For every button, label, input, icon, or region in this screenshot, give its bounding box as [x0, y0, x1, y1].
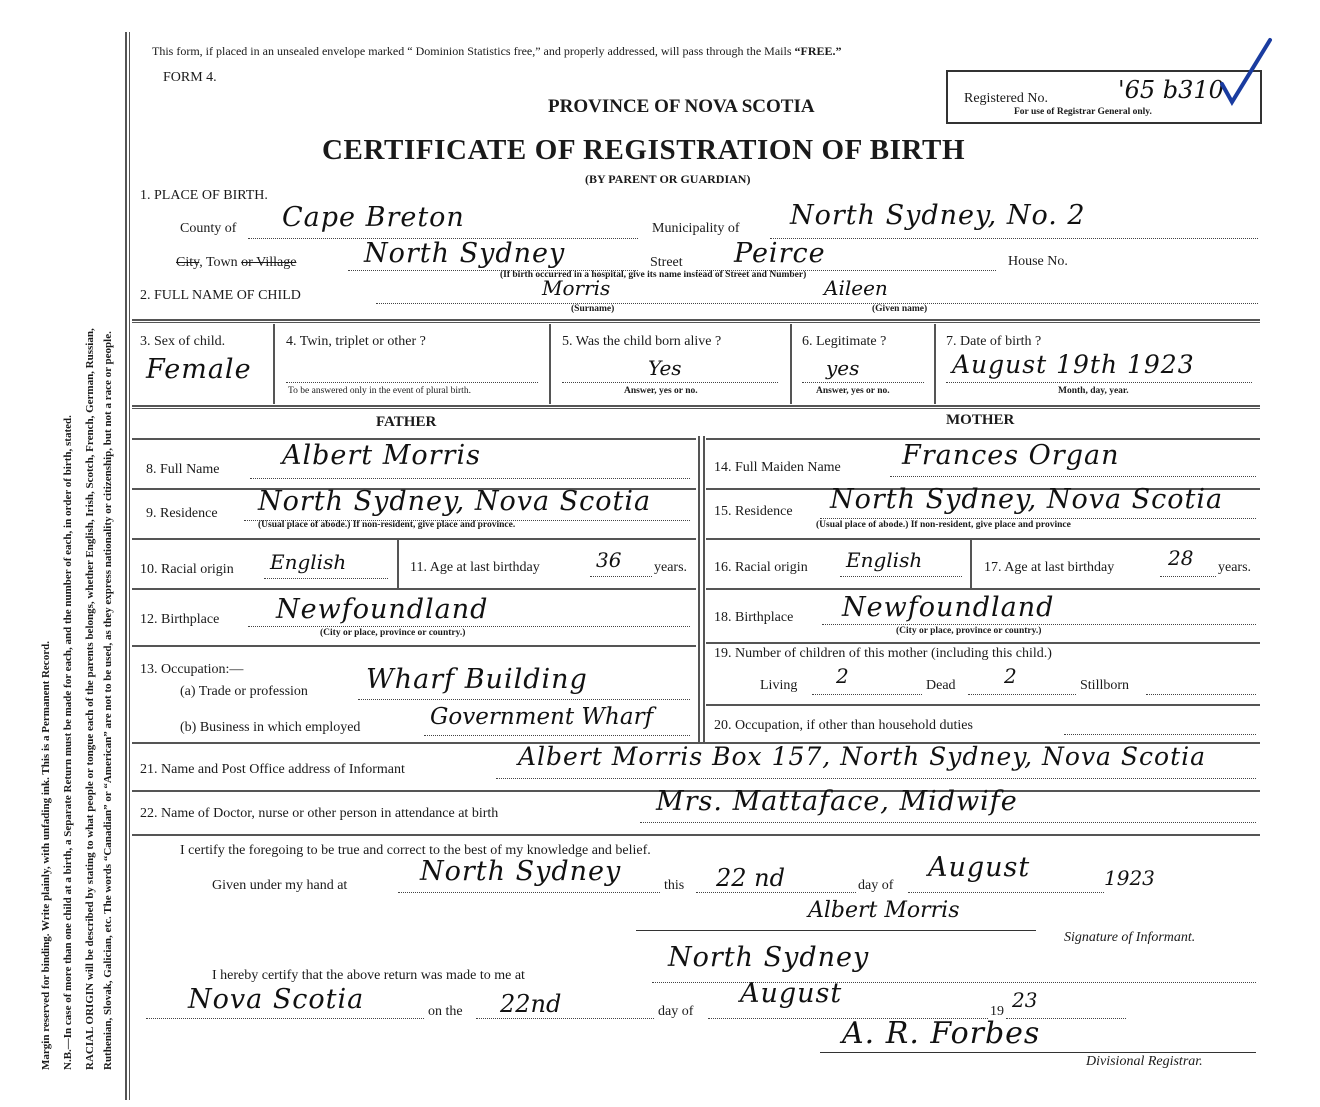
registered-label: Registered No.: [964, 91, 1048, 106]
this-label: this: [664, 878, 685, 893]
child-name-label: 2. FULL NAME OF CHILD: [140, 288, 301, 303]
stillborn-label: Stillborn: [1080, 678, 1130, 693]
sex-value: Female: [146, 354, 252, 385]
reg-year-prefix: 19: [990, 1004, 1004, 1019]
mother-race: English: [846, 548, 923, 572]
father-name-label: 8. Full Name: [146, 462, 220, 477]
informant-label: 21. Name and Post Office address of Informant: [140, 762, 405, 777]
legit-note: Answer, yes or no.: [816, 386, 890, 396]
registrar-signature: A. R. Forbes: [842, 1016, 1041, 1051]
margin-rule: [125, 32, 127, 1100]
given-note: (Given name): [872, 304, 928, 314]
certify-text: I certify the foregoing to be true and correct to the best of my knowledge and belief.: [180, 843, 651, 858]
given-month: August: [928, 852, 1031, 883]
legit-value: yes: [826, 356, 860, 380]
reg-dayof-label: day of: [658, 1004, 694, 1019]
registered-box: [946, 70, 1262, 124]
father-bp-note: (City or place, province or country.): [320, 628, 466, 638]
place-heading: 1. PLACE OF BIRTH.: [140, 188, 268, 203]
dob-label: 7. Date of birth ?: [946, 334, 1042, 349]
municipality-value: North Sydney, No. 2: [790, 200, 1086, 231]
reg-year-suffix: 23: [1012, 988, 1038, 1012]
surname-note: (Surname): [571, 304, 615, 314]
business-value: Government Wharf: [430, 704, 654, 730]
street-value: Peirce: [734, 238, 826, 269]
margin-note-2: N.B.—In case of more than one child at a birth, a Separate Return must be made for each, and the number of each, in order of birth, stated.: [62, 415, 74, 1070]
dob-note: Month, day, year.: [1058, 386, 1129, 396]
mother-occ-label: 20. Occupation, if other than household duties: [714, 718, 973, 733]
given-day: 22 nd: [716, 864, 785, 892]
form-number: FORM 4.: [163, 70, 217, 85]
mother-bp-note: (City or place, province or country.): [896, 626, 1042, 636]
mother-age-label: 17. Age at last birthday: [984, 560, 1115, 575]
margin-note-3: RACIAL ORIGIN will be described by stating to what people or tongue each of the parents belongs, whether English, Irish, Scotch, French, German, Russian,: [84, 328, 96, 1070]
father-age-label: 11. Age at last birthday: [410, 560, 540, 575]
mother-race-label: 16. Racial origin: [714, 560, 808, 575]
doctor-label: 22. Name of Doctor, nurse or other person in attendance at birth: [140, 806, 499, 821]
father-occ-label: 13. Occupation:—: [140, 662, 244, 677]
doctor-value: Mrs. Mattaface, Midwife: [656, 786, 1018, 817]
trade-label: (a) Trade or profession: [180, 684, 308, 699]
twin-note: To be answered only in the event of plural birth.: [288, 386, 471, 396]
given-place: North Sydney: [420, 856, 622, 887]
mother-age-unit: years.: [1218, 560, 1252, 575]
margin-note-4: Ruthenian, Slovak, Galician, etc. The words “Canadian” or “American” are not to be used, as they express nationality or citizenship, but not a race or people.: [102, 331, 114, 1070]
province-heading: PROVINCE OF NOVA SCOTIA: [548, 96, 815, 117]
informant-value: Albert Morris Box 157, North Sydney, Nova Scotia: [518, 742, 1207, 771]
registered-number: '65 b310: [1118, 76, 1224, 104]
registrar-sig-label: Divisional Registrar.: [1086, 1054, 1203, 1069]
dead-label: Dead: [926, 678, 956, 693]
living-label: Living: [760, 678, 798, 693]
father-heading: FATHER: [376, 414, 437, 430]
father-race-label: 10. Racial origin: [140, 562, 234, 577]
father-age-unit: years.: [654, 560, 688, 575]
registrar-place-2: Nova Scotia: [188, 984, 365, 1015]
dob-value: August 19th 1923: [952, 350, 1195, 379]
business-label: (b) Business in which employed: [180, 720, 361, 735]
dead-value: 2: [1004, 664, 1017, 688]
informant-signature: Albert Morris: [808, 898, 960, 923]
father-res-note: (Usual place of abode.) If non-resident, give place and province.: [258, 520, 516, 530]
legit-label: 6. Legitimate ?: [802, 334, 887, 349]
mother-children-label: 19. Number of children of this mother (including this child.): [714, 646, 1052, 661]
registrar-day: 22nd: [500, 990, 562, 1018]
mother-res-note: (Usual place of abode.) If non-resident, give place and province: [816, 520, 1071, 530]
page-title: CERTIFICATE OF REGISTRATION OF BIRTH: [322, 134, 966, 166]
registrar-place: North Sydney: [668, 942, 870, 973]
mother-birthplace: Newfoundland: [842, 592, 1055, 623]
alive-label: 5. Was the child born alive ?: [562, 334, 722, 349]
on-the-label: on the: [428, 1004, 463, 1019]
registrar-text: I hereby certify that the above return was made to me at: [212, 968, 525, 983]
father-name: Albert Morris: [282, 440, 481, 471]
child-given: Aileen: [824, 276, 888, 300]
father-birthplace: Newfoundland: [276, 594, 489, 625]
county-label: County of: [180, 221, 237, 236]
registered-note: For use of Registrar General only.: [1014, 107, 1152, 117]
hospital-note: (If birth occurred in a hospital, give its name instead of Street and Number): [500, 270, 807, 280]
mail-note: This form, if placed in an unsealed envelope marked “ Dominion Statistics free,” and properly addressed, will pass through the Mails “FREE.”: [152, 44, 842, 58]
municipality-label: Municipality of: [652, 221, 740, 236]
father-race: English: [270, 550, 347, 574]
alive-note: Answer, yes or no.: [624, 386, 698, 396]
mother-res-label: 15. Residence: [714, 504, 793, 519]
mother-age: 28: [1168, 546, 1194, 570]
mother-name: Frances Organ: [902, 440, 1120, 471]
street-label: Street: [650, 255, 683, 270]
margin-note-1: Margin reserved for binding. Write plainly, with unfading ink. This is a Permanent Record.: [40, 641, 52, 1070]
house-label: House No.: [1008, 254, 1068, 269]
alive-value: Yes: [648, 356, 682, 380]
father-age: 36: [596, 548, 622, 572]
mother-residence: North Sydney, Nova Scotia: [830, 484, 1224, 515]
mother-bp-label: 18. Birthplace: [714, 610, 794, 625]
county-value: Cape Breton: [282, 202, 465, 233]
checkmark-icon: [1218, 36, 1278, 108]
given-label: Given under my hand at: [212, 878, 348, 893]
margin-rule-inner: [129, 32, 130, 1100]
sex-label: 3. Sex of child.: [140, 334, 226, 349]
trade-value: Wharf Building: [366, 664, 588, 695]
father-residence: North Sydney, Nova Scotia: [258, 486, 652, 517]
town-label: City, Town or Village: [176, 255, 297, 270]
father-bp-label: 12. Birthplace: [140, 612, 220, 627]
twin-label: 4. Twin, triplet or other ?: [286, 334, 426, 349]
given-year: 1923: [1104, 866, 1155, 890]
town-value: North Sydney: [364, 238, 566, 269]
mother-name-label: 14. Full Maiden Name: [714, 460, 841, 475]
subtitle: (BY PARENT OR GUARDIAN): [585, 172, 751, 186]
dayof-label: day of: [858, 878, 894, 893]
registrar-month: August: [740, 978, 843, 1009]
child-surname: Morris: [542, 276, 611, 300]
mother-heading: MOTHER: [946, 412, 1015, 428]
informant-sig-label: Signature of Informant.: [1064, 930, 1196, 945]
father-res-label: 9. Residence: [146, 506, 218, 521]
living-value: 2: [836, 664, 849, 688]
